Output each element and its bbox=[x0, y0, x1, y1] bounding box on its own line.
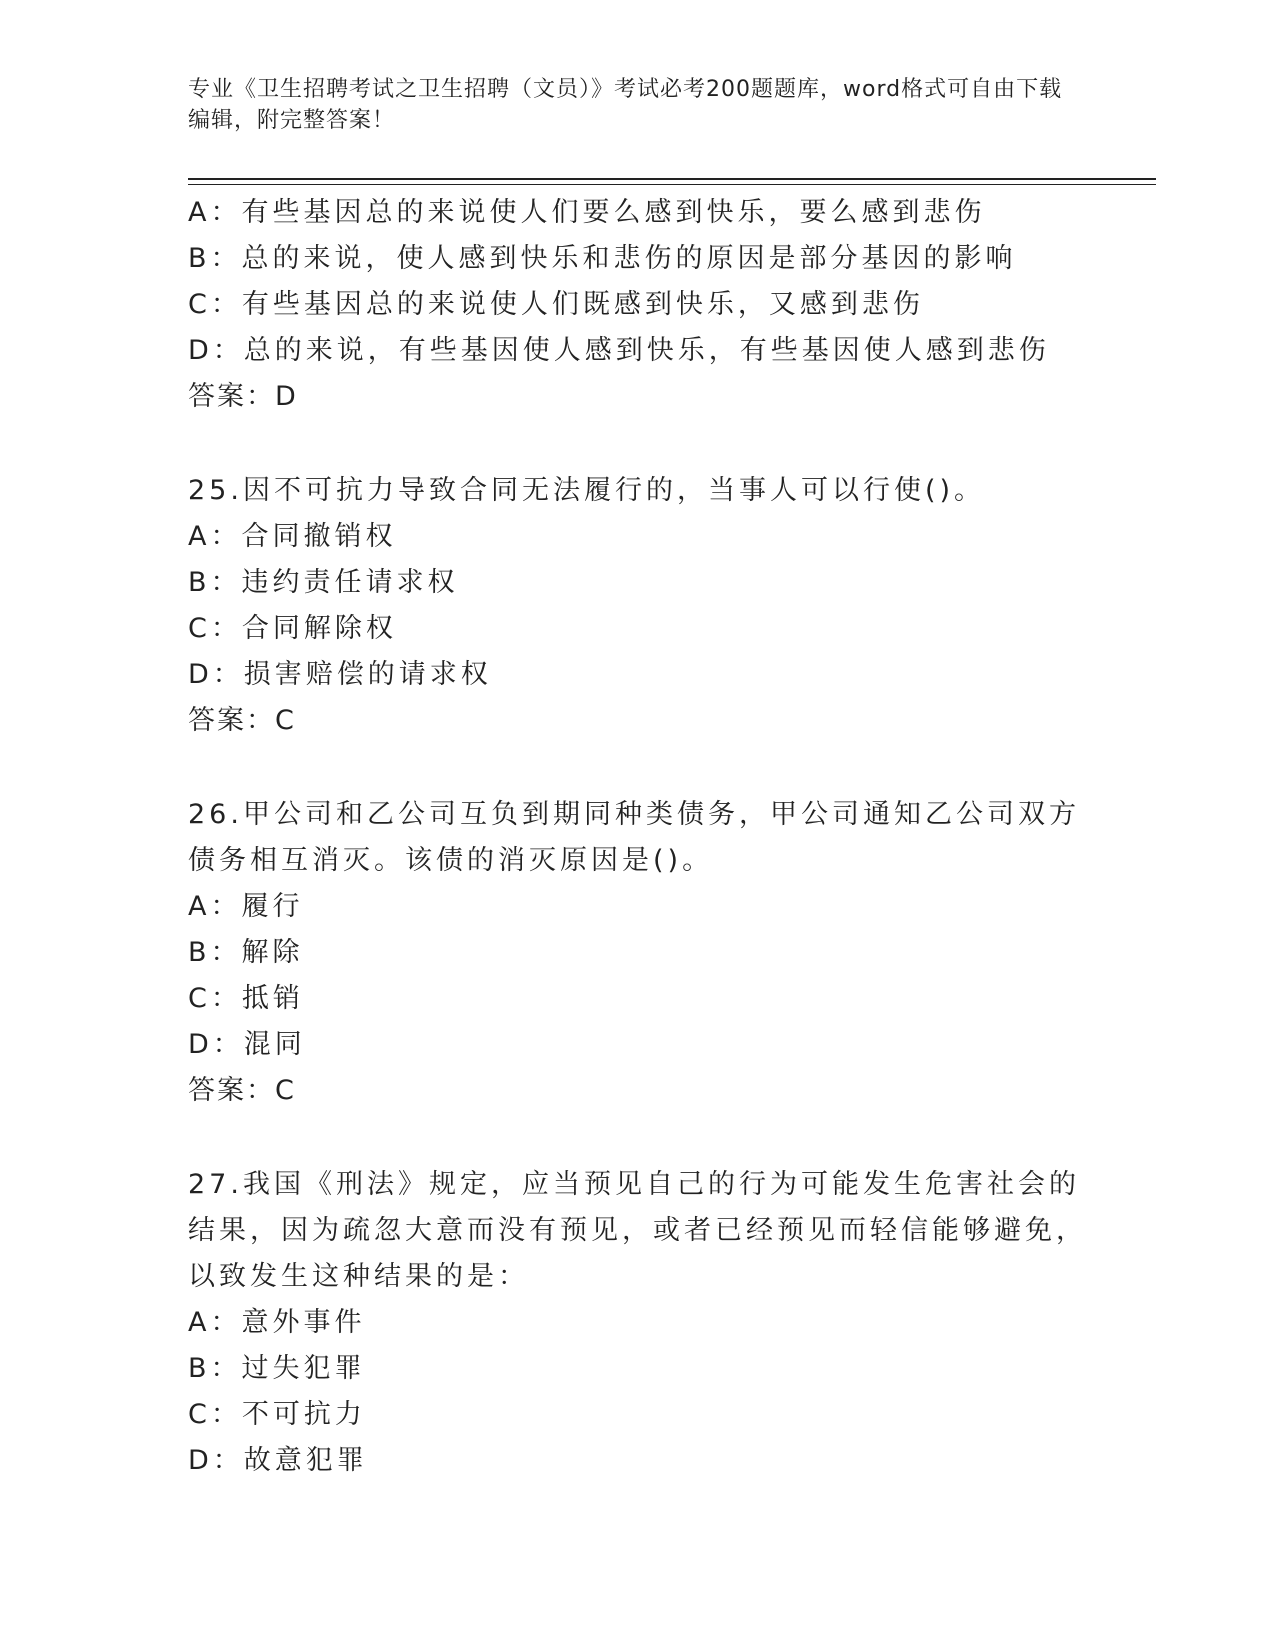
option-b: B：过失犯罪 bbox=[188, 1353, 366, 1384]
question-list bbox=[188, 190, 1088, 1484]
option-a: A：有些基因总的来说使人们要么感到快乐，要么感到悲伤 bbox=[188, 197, 986, 228]
question-26-block bbox=[188, 792, 1088, 1114]
answer-line: 答案：C bbox=[188, 705, 296, 736]
option-c: C：有些基因总的来说使人们既感到快乐，又感到悲伤 bbox=[188, 289, 924, 320]
question-27-block bbox=[188, 1162, 1088, 1484]
question-text: 27.我国《刑法》规定，应当预见自己的行为可能发生危害社会的结果，因为疏忽大意而没有预见，或者已经预见而轻信能够避免，以致发生这种结果的是： bbox=[188, 1169, 1087, 1292]
header-divider-thin bbox=[188, 184, 1156, 185]
question-24-block bbox=[188, 190, 1088, 420]
header-divider-thick bbox=[188, 178, 1156, 180]
option-a: A：意外事件 bbox=[188, 1307, 366, 1338]
option-d: D：故意犯罪 bbox=[188, 1445, 368, 1476]
question-text: 26.甲公司和乙公司互负到期同种类债务，甲公司通知乙公司双方债务相互消灭。该债的消灭原因是()。 bbox=[188, 799, 1080, 876]
question-text: 25.因不可抗力导致合同无法履行的，当事人可以行使()。 bbox=[188, 475, 986, 506]
option-d: D：混同 bbox=[188, 1029, 306, 1060]
option-c: C：合同解除权 bbox=[188, 613, 397, 644]
option-c: C：抵销 bbox=[188, 983, 304, 1014]
answer-line: 答案：D bbox=[188, 381, 298, 412]
option-a: A：合同撤销权 bbox=[188, 521, 397, 552]
option-b: B：违约责任请求权 bbox=[188, 567, 459, 598]
option-b: B：解除 bbox=[188, 937, 304, 968]
option-c: C：不可抗力 bbox=[188, 1399, 366, 1430]
document-header: 专业《卫生招聘考试之卫生招聘（文员）》考试必考200题题库，word格式可自由下载编辑，附完整答案！ bbox=[188, 77, 1063, 133]
option-b: B：总的来说，使人感到快乐和悲伤的原因是部分基因的影响 bbox=[188, 243, 1017, 274]
option-a: A：履行 bbox=[188, 891, 304, 922]
option-d: D：总的来说，有些基因使人感到快乐，有些基因使人感到悲伤 bbox=[188, 335, 1050, 366]
question-25-block bbox=[188, 468, 1088, 744]
option-d: D：损害赔偿的请求权 bbox=[188, 659, 492, 690]
answer-line: 答案：C bbox=[188, 1075, 296, 1106]
